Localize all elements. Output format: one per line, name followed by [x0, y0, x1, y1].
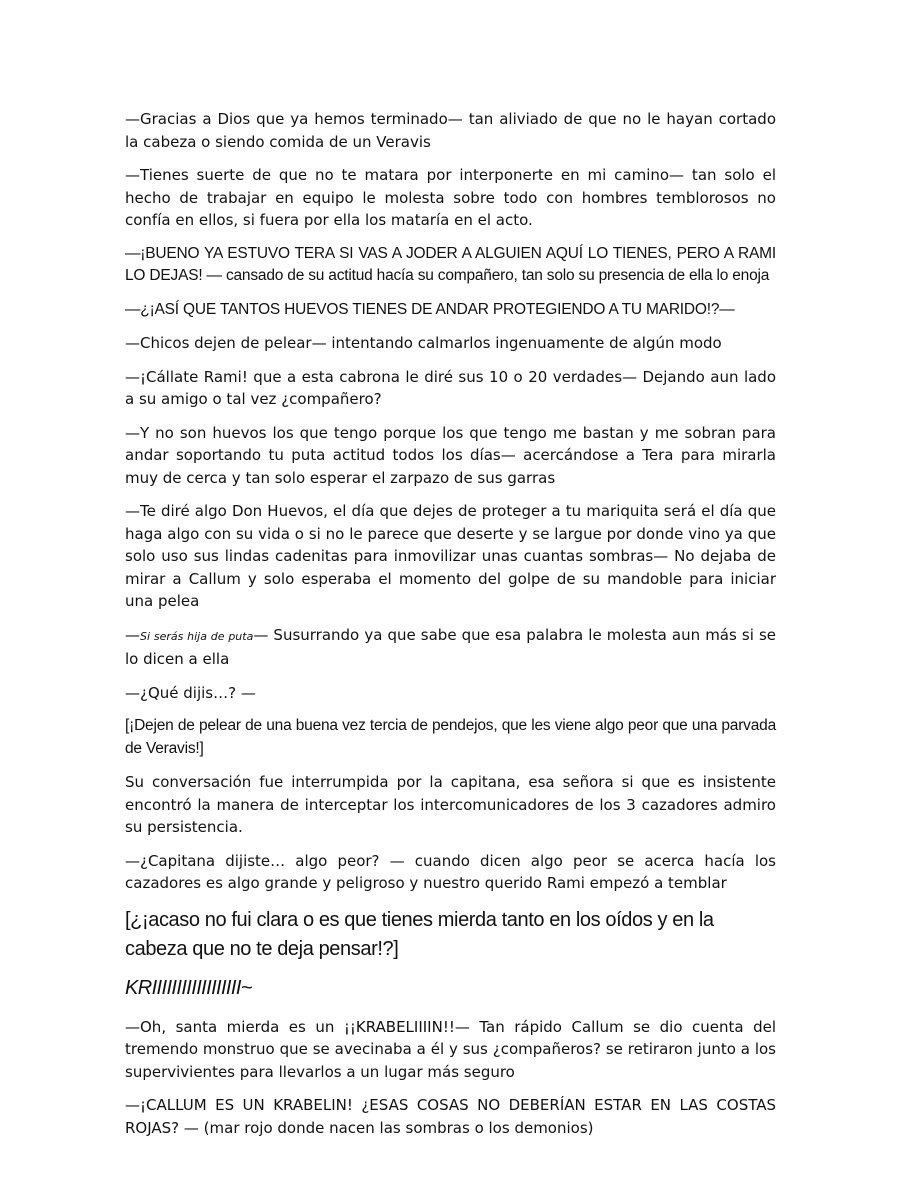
whisper-italic: Si serás hija de puta — [140, 629, 254, 643]
paragraph-6: —¡Cállate Rami! que a esta cabrona le diré sus 10 o 20 verdades— Dejando aun lado a su amigo o tal vez ¿compañero? — [125, 367, 776, 408]
paragraph-8: —Te diré algo Don Huevos, el día que dejes de proteger a tu mariquita será el día que haga algo con su vida o si no le parece que deserte y se largue por donde vino ya que solo uso sus lindas cadenitas para inmovilizar unas cuantas sombras— No dejaba de mirar a Callum y solo esperaba el momento del golpe de su mandoble para iniciar una pelea — [125, 502, 776, 610]
whisper-rest: — Susurrando ya que sabe que esa palabra le molesta aun más si se lo dicen a ella — [125, 625, 776, 668]
paragraph-1: —Gracias a Dios que ya hemos terminado— tan aliviado de que no le hayan cortado la cabeza o siendo comida de un Veravis — [125, 110, 776, 151]
paragraph-5: —Chicos dejen de pelear— intentando calmarlos ingenuamente de algún modo — [125, 334, 722, 352]
whisper-dash: — — [125, 625, 140, 644]
paragraph-final: —¡CALLUM ES UN KRABELIN! ¿ESAS COSAS NO DEBERÍAN ESTAR EN LAS COSTAS ROJAS? — (mar rojo donde nacen las sombras o los demonios) — [125, 1096, 776, 1137]
radio-message-1: [¡Dejen de pelear de una buena vez tercia de pendejos, que les viene algo peor que una parvada de Veravis!] — [125, 717, 776, 757]
paragraph-krabelin: —Oh, santa mierda es un ¡¡KRABELIIIIN!!— Tan rápido Callum se dio cuenta del tremendo monstruo que se avecinaba a él y sus ¿compañeros? se retiraron junto a los supervivientes para llevarlos a un lugar más seguro — [125, 1017, 776, 1081]
paragraph-narration: Su conversación fue interrumpida por la capitana, esa señora si que es insistente encontró la manera de interceptar los intercomunicadores de los 3 cazadores admiro su persistencia. — [125, 773, 776, 836]
paragraph-3: —¡BUENO YA ESTUVO TERA SI VAS A JODER A ALGUIEN AQUÍ LO TIENES, PERO A RAMI LO DEJAS! — cansado de su actitud hacía su compañero, tan solo su presencia de ella lo enoja — [125, 244, 776, 284]
paragraph-4: —¿¡ASÍ QUE TANTOS HUEVOS TIENES DE ANDAR PROTEGIENDO A TU MARIDO!?— — [125, 300, 735, 318]
roar-sound: KRIIIIIIIIIIIIIIIIII~ — [125, 976, 252, 999]
paragraph-capitana: —¿Capitana dijiste… algo peor? — cuando dicen algo peor se acerca hacía los cazadores es algo grande y peligroso y nuestro querido Rami empezó a temblar — [125, 851, 776, 892]
paragraph-whisper — [125, 624, 776, 671]
paragraph-2: —Tienes suerte de que no te matara por interponerte en mi camino— tan solo el hecho de trabajar en equipo le molesta sobre todo con hombres temblorosos no confía en ellos, si fuera por ella los mataría en el acto. — [125, 166, 776, 229]
paragraph-question: —¿Qué dijis…? — — [125, 683, 256, 702]
radio-message-2: [¿¡acaso no fui clara o es que tienes mierda tanto en los oídos y en la cabeza que no te deja pensar!?] — [125, 908, 714, 960]
paragraph-7: —Y no son huevos los que tengo porque los que tengo me bastan y me sobran para andar soportando tu puta actitud todos los días— acercándose a Tera para mirarla muy de cerca y tan solo esperar el zarpazo de sus garras — [125, 423, 776, 487]
